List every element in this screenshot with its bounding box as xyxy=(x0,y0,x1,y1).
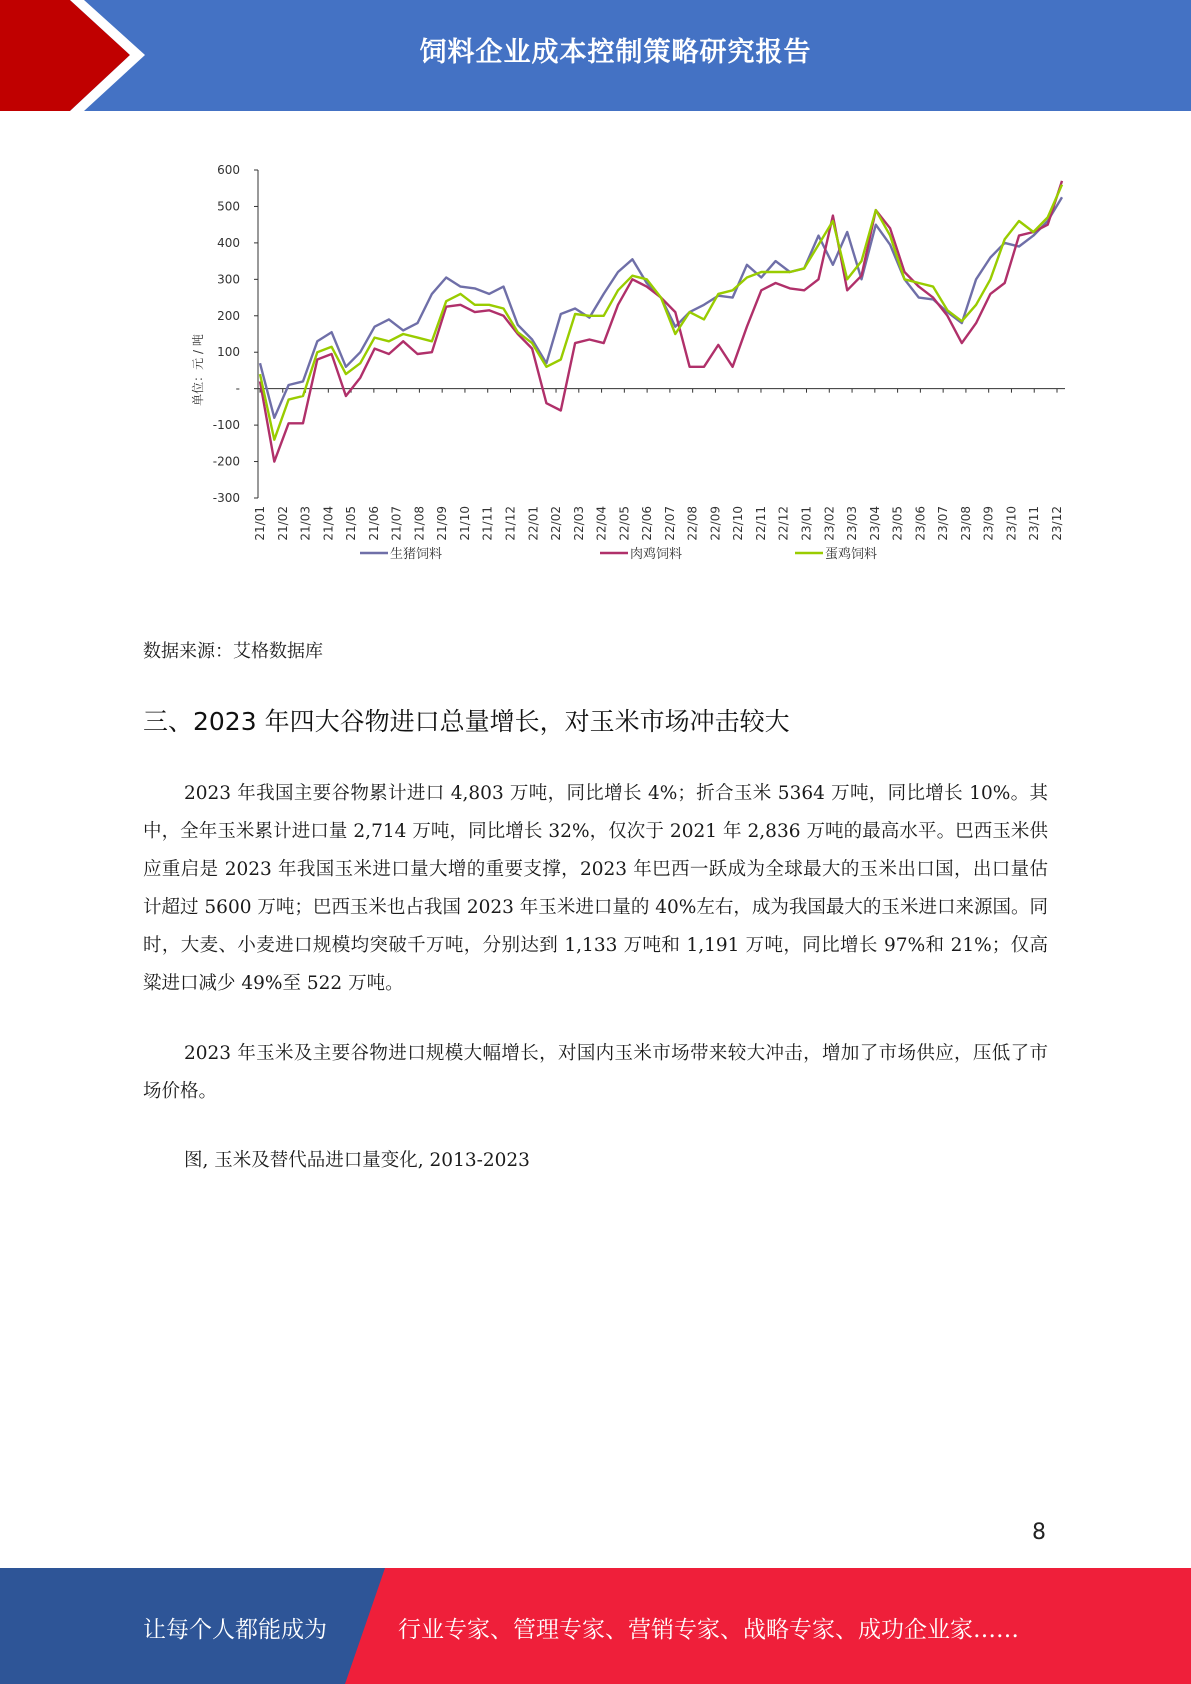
x-tick-label: 23/07 xyxy=(936,506,951,541)
y-axis-label: 单位：元 / 吨 xyxy=(191,334,205,406)
x-tick-label: 23/04 xyxy=(867,506,882,541)
x-tick-label: 21/08 xyxy=(412,506,427,541)
y-tick-label: -200 xyxy=(212,454,240,469)
section-heading: 三、2023 年四大谷物进口总量增长，对玉米市场冲击较大 xyxy=(143,707,790,736)
x-tick-label: 21/11 xyxy=(480,506,495,541)
x-tick-label: 23/03 xyxy=(845,506,860,541)
x-tick-label: 22/03 xyxy=(571,506,586,541)
y-tick-label: 400 xyxy=(217,235,240,250)
page-number: 8 xyxy=(1032,1520,1046,1545)
footer-slogan-left: 让每个人都能成为 xyxy=(143,1617,327,1643)
legend-label: 肉鸡饲料 xyxy=(630,547,683,562)
chart-svg xyxy=(180,155,1080,615)
figure-caption: 图, 玉米及替代品进口量变化, 2013-2023 xyxy=(184,1150,530,1171)
x-tick-label: 22/02 xyxy=(549,506,564,541)
x-tick-label: 23/02 xyxy=(822,506,837,541)
x-tick-label: 21/01 xyxy=(253,506,267,541)
x-tick-label: 21/07 xyxy=(389,506,404,541)
footer-slogan-right: 行业专家、管理专家、营销专家、战略专家、成功企业家…… xyxy=(398,1617,1019,1643)
y-tick-label: 500 xyxy=(217,199,240,214)
x-tick-label: 22/09 xyxy=(708,506,723,541)
x-tick-label: 23/11 xyxy=(1027,506,1042,541)
x-tick-label: 21/05 xyxy=(344,506,359,541)
x-tick-label: 21/04 xyxy=(321,506,336,541)
x-tick-label: 21/03 xyxy=(298,506,313,541)
y-tick-label: 100 xyxy=(217,345,240,360)
header-band xyxy=(0,0,1191,111)
x-tick-label: 22/06 xyxy=(640,506,655,541)
y-tick-label: 300 xyxy=(217,272,240,287)
x-tick-label: 22/11 xyxy=(753,506,768,541)
footer-band xyxy=(0,1568,1191,1684)
x-tick-label: 21/09 xyxy=(435,506,450,541)
x-tick-label: 23/05 xyxy=(890,506,905,541)
y-tick-label: 200 xyxy=(217,308,240,323)
x-tick-label: 23/08 xyxy=(958,506,973,541)
report-title: 饲料企业成本控制策略研究报告 xyxy=(419,37,812,68)
y-tick-label: - xyxy=(235,381,240,396)
x-tick-label: 22/10 xyxy=(731,506,746,541)
body-paragraph: 2023 年我国主要谷物累计进口 4,803 万吨，同比增长 4%；折合玉米 5364 万吨，同比增长 10%。其中，全年玉米累计进口量 2,714 万吨，同比增长 32%，仅次于 2021 年 2,836 万吨的最高水平。巴西玉米供应重启是 2023 年我国玉米进口量大增的重要支撑，2023 年巴西一跃成为全球最大的玉米出口国，出口量估计超过 5600 万吨；巴西玉米也占我国 2023 年玉米进口量的 40%左右，成为我国最大的玉米进口来源国。同时，大麦、小麦进口规模均突破千万吨，分别达到 1,133 万吨和 1,191 万吨，同比增长 97%和 21%；仅高粱进口减少 49%至 522 万吨。 xyxy=(143,783,1048,994)
y-tick-label: 600 xyxy=(217,163,240,177)
x-tick-label: 22/08 xyxy=(685,506,700,541)
feed-profit-line-chart xyxy=(180,155,1080,615)
x-tick-label: 22/01 xyxy=(526,506,541,541)
y-tick-label: -300 xyxy=(212,491,240,505)
y-tick-label: -100 xyxy=(212,418,240,433)
legend-label: 蛋鸡饲料 xyxy=(825,547,878,562)
body-paragraph: 2023 年玉米及主要谷物进口规模大幅增长，对国内玉米市场带来较大冲击，增加了市场供应，压低了市场价格。 xyxy=(143,1043,1048,1102)
x-tick-label: 23/12 xyxy=(1050,506,1064,541)
x-tick-label: 21/06 xyxy=(366,506,381,541)
series-line-2 xyxy=(260,181,1062,462)
x-tick-label: 22/04 xyxy=(594,506,609,541)
data-source-note: 数据来源：艾格数据库 xyxy=(143,641,323,662)
x-tick-label: 23/10 xyxy=(1004,506,1019,541)
x-tick-label: 22/07 xyxy=(662,506,677,541)
x-tick-label: 21/02 xyxy=(275,506,290,541)
x-tick-label: 21/12 xyxy=(503,506,518,541)
x-tick-label: 23/09 xyxy=(981,506,996,541)
x-tick-label: 21/10 xyxy=(457,506,472,541)
x-tick-label: 22/12 xyxy=(776,506,791,541)
x-tick-label: 23/06 xyxy=(913,506,928,541)
series-line-3 xyxy=(260,185,1062,440)
x-tick-label: 23/01 xyxy=(799,506,814,541)
x-tick-label: 22/05 xyxy=(617,506,632,541)
legend-label: 生猪饲料 xyxy=(390,547,443,562)
